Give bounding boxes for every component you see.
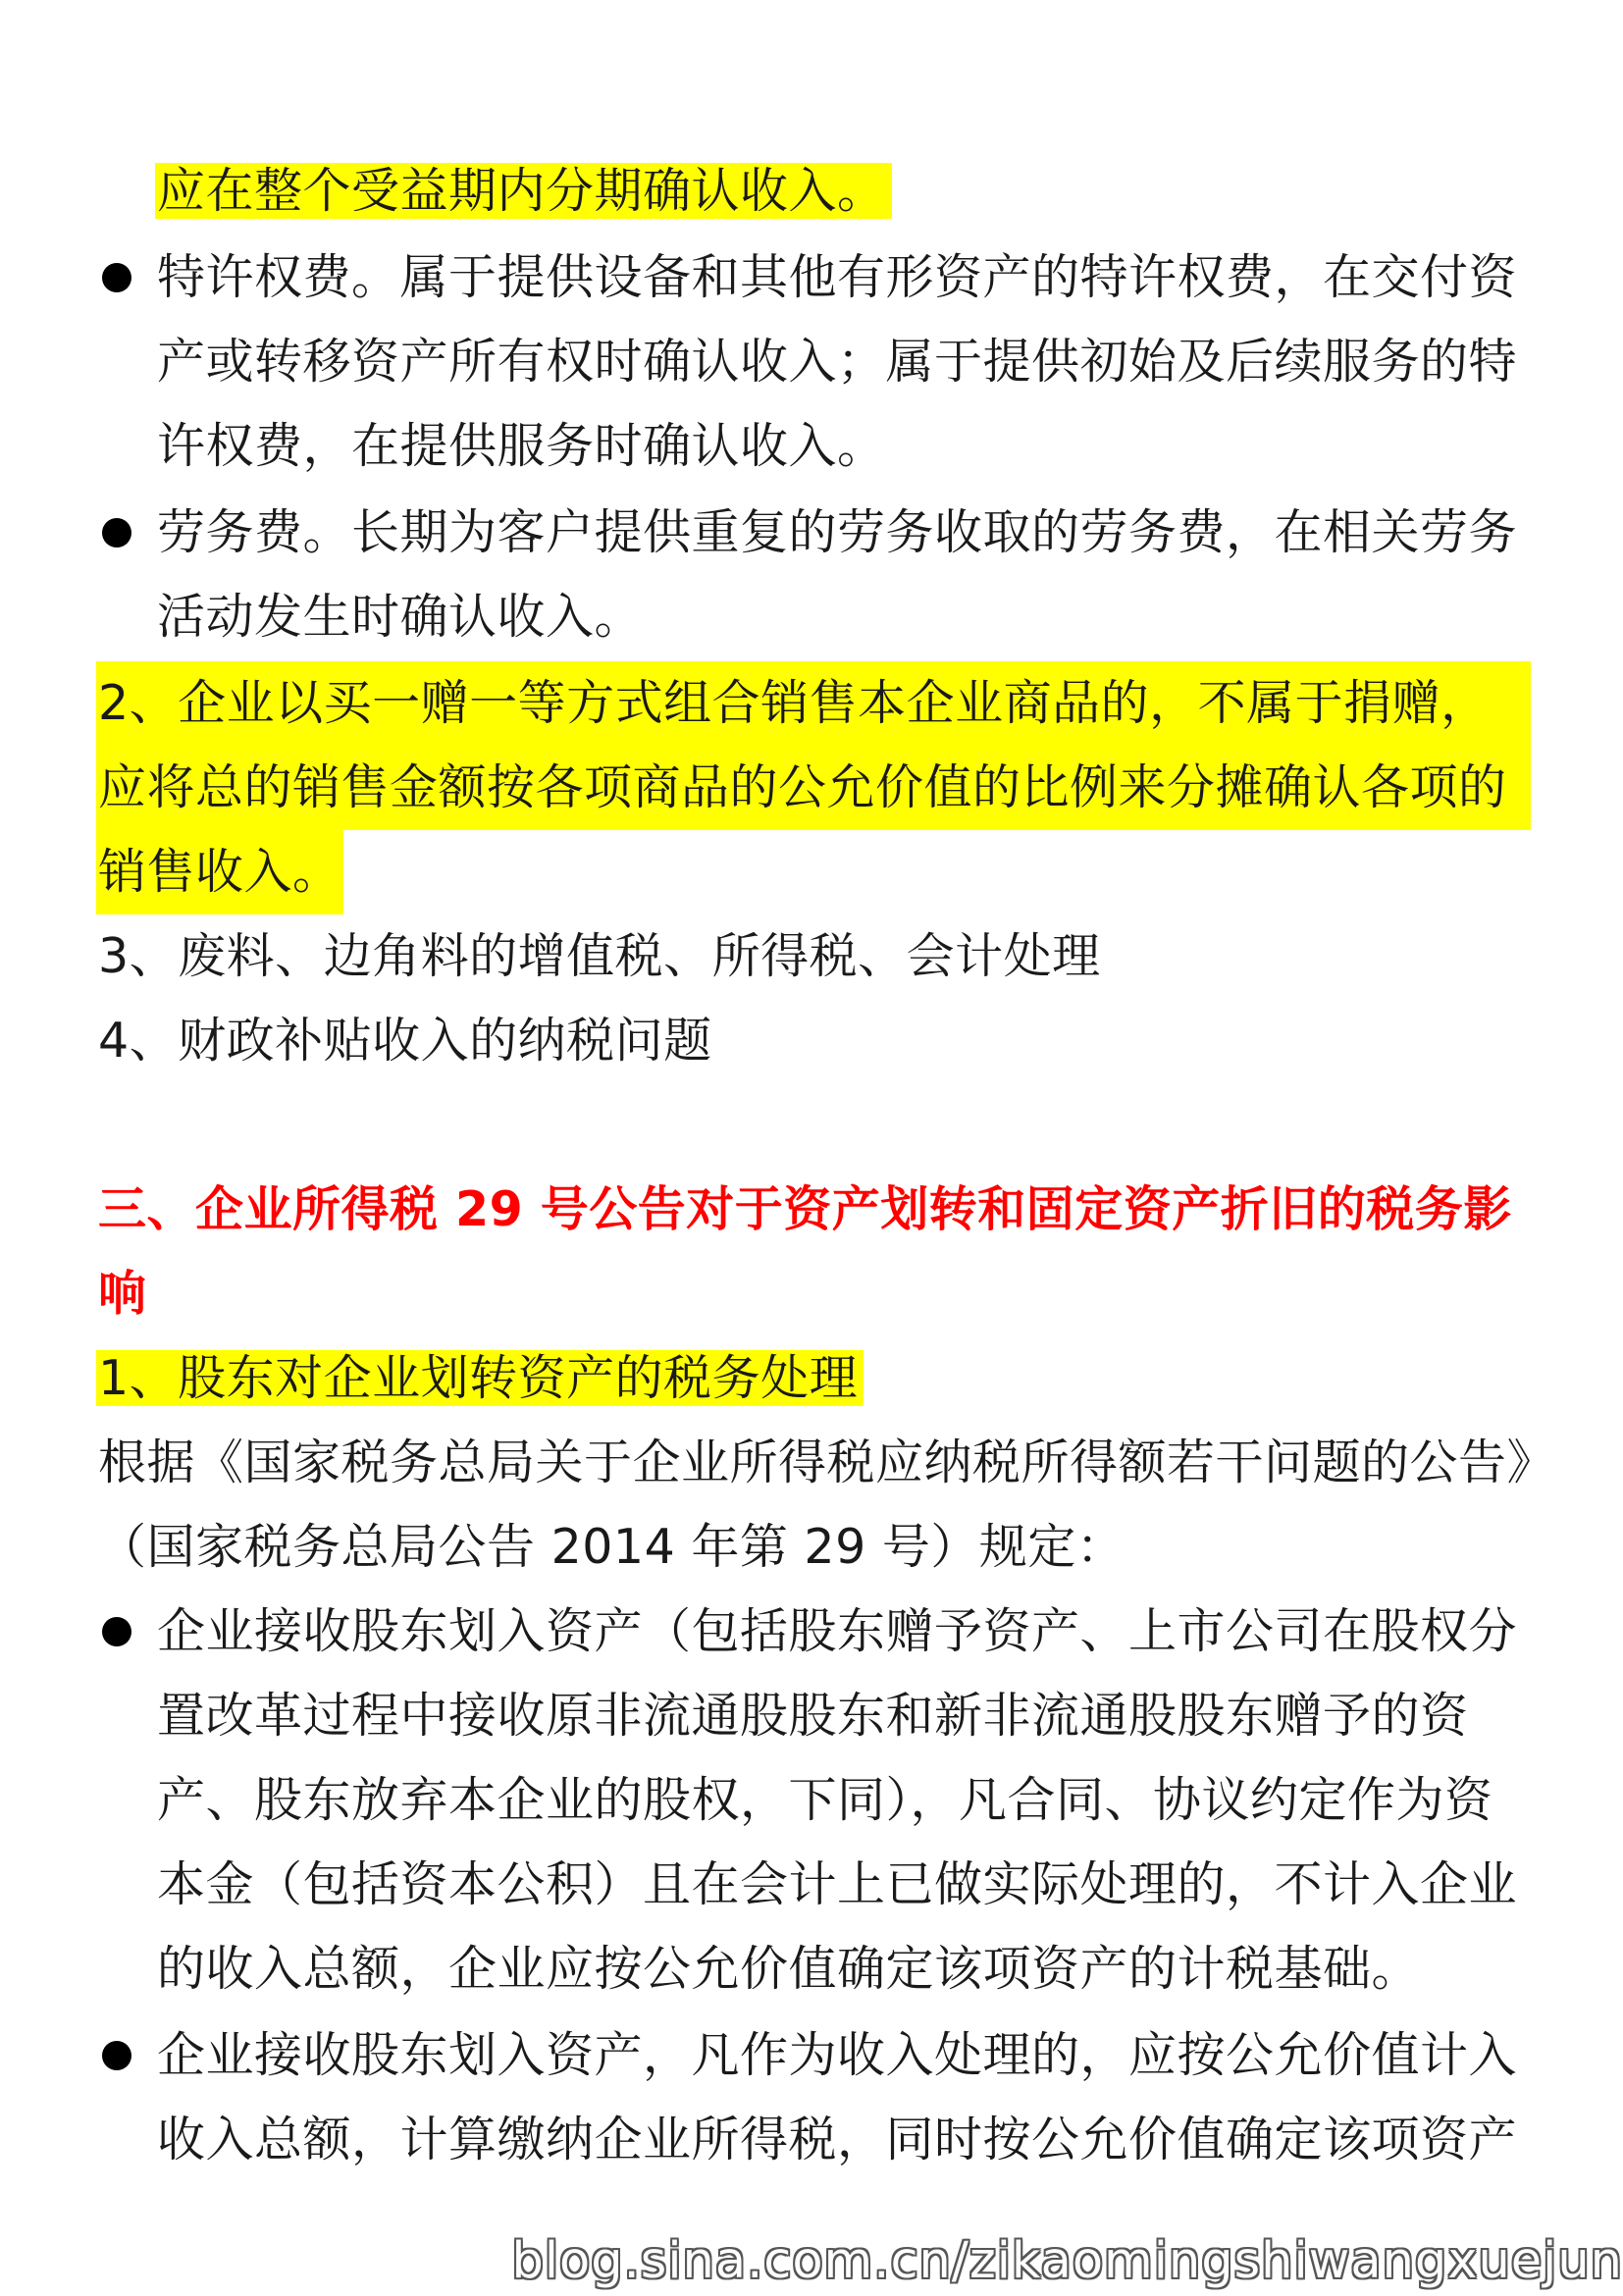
bullet-item-text: 收入总额，计算缴纳企业所得税，同时按公允价值确定该项资产 [157,2112,1518,2167]
bullet-item-text: 企业接收股东划入资产，凡作为收入处理的，应按公允价值计入 [157,2027,1518,2083]
bullet-item-text: 产或转移资产所有权时确认收入；属于提供初始及后续服务的特 [157,334,1518,390]
item-3-text: 3、废料、边角料的增值税、所得税、会计处理 [98,928,1101,984]
subheading: 1、股东对企业划转资产的税务处理 [96,1350,864,1406]
bullet-icon [102,263,131,292]
bullet-item-text: 置改革过程中接收原非流通股股东和新非流通股股东赠予的资 [157,1688,1469,1744]
item-4-text: 4、财政补贴收入的纳税问题 [98,1013,712,1069]
intro-text: 根据《国家税务总局关于企业所得税应纳税所得额若干问题的公告》 [98,1435,1556,1490]
bullet-icon [102,518,131,548]
bullet-item-text: 的收入总额，企业应按公允价值确定该项资产的计税基础。 [157,1941,1421,1997]
bullet-icon [102,1617,131,1646]
section-heading: 三、企业所得税 29 号公告对于资产划转和固定资产折旧的税务影 [98,1181,1512,1237]
item-2-text: 应将总的销售金额按各项商品的公允价值的比例来分摊确认各项的 [98,759,1507,815]
bullet-item-text: 活动发生时确认收入。 [157,589,644,645]
highlighted-text: 应在整个受益期内分期确认收入。 [155,163,892,219]
bullet-item-text: 企业接收股东划入资产（包括股东赠予资产、上市公司在股权分 [157,1603,1518,1659]
intro-text: （国家税务总局公告 2014 年第 29 号）规定： [98,1519,1126,1575]
section-heading: 响 [98,1266,147,1322]
item-2-text: 2、企业以买一赠一等方式组合销售本企业商品的，不属于捐赠， [98,675,1490,731]
watermark: blog.sina.com.cn/zikaomingshiwangxuejun [511,2232,1623,2290]
subheading-line [98,1336,864,1421]
bullet-item-text: 本金（包括资本公积）且在会计上已做实际处理的，不计入企业 [157,1856,1518,1912]
bullet-item-text: 许权费，在提供服务时确认收入。 [157,418,886,474]
bullet-item-text: 产、股东放弃本企业的股权，下同），凡合同、协议约定作为资 [157,1772,1493,1828]
bullet-icon [102,2041,131,2070]
item-2-text: 销售收入。 [98,844,341,900]
text-line [157,149,892,234]
bullet-item-text: 特许权费。属于提供设备和其他有形资产的特许权费，在交付资 [157,249,1518,305]
bullet-item-text: 劳务费。长期为客户提供重复的劳务收取的劳务费，在相关劳务 [157,504,1518,560]
